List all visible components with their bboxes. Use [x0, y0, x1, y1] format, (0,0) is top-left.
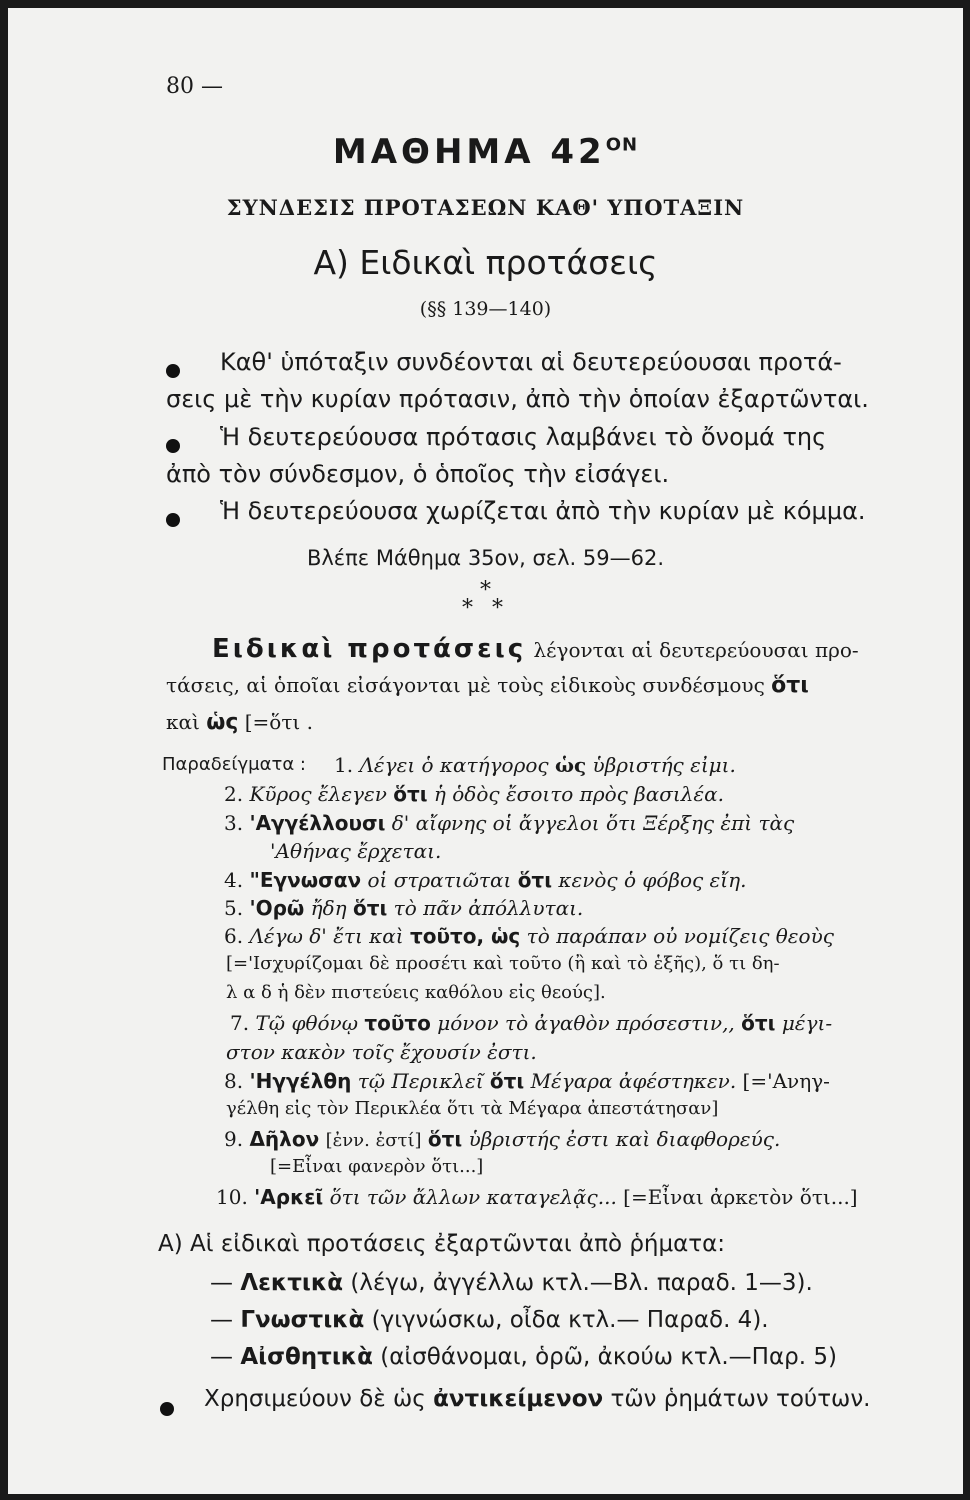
summary-item-3: — Αἰσθητικὰ (αἰσθάνομαι, ὁρῶ, ἀκούω κτλ.—Παρ. 5) [210, 1344, 837, 1370]
definition-line-2: τάσεις, αἱ ὁποῖαι εἰσάγονται μὲ τοὺς εἰδικοὺς συνδέσμους ὅτι [166, 673, 809, 698]
lesson-title: ΜΑΘΗΜΑ $42^{ON}$ [332, 132, 639, 172]
bullet-1-line-1: Καθ' ὑπόταξιν συνδέονται αἱ δευτερεύουσαι προτά- [220, 348, 842, 376]
bullet-2-line-1: Ἡ δευτερεύουσα πρότασις λαμβάνει τὸ ὄνομά της [220, 423, 827, 451]
example-6-continuation-1: [='Ισχυρίζομαι δὲ προσέτι καὶ τοῦτο (ἢ καὶ τὸ ἑξῆς), ὅ τι δη- [226, 953, 780, 974]
summary-intro: Α) Αἱ εἰδικαὶ προτάσεις ἐξαρτῶνται ἀπὸ ῥήματα: [158, 1231, 726, 1257]
example-6: 6. Λέγω δ' ἔτι καὶ τοῦτο, ὡς τὸ παράπαν οὐ νομίζεις θεοὺς [224, 924, 834, 948]
example-9-continuation: [=Εἶναι φανερὸν ὅτι...] [270, 1156, 484, 1177]
asterism-top: * [480, 578, 491, 603]
summary-item-1: — Λεκτικὰ (λέγω, ἀγγέλλω κτλ.—Βλ. παραδ. 1—3). [210, 1270, 813, 1296]
example-8-continuation: γέλθη εἰς τὸν Περικλέα ὅτι τὰ Μέγαρα ἀπεστάτησαν] [226, 1098, 719, 1119]
example-5: 5. 'Ορῶ ἤδη ὅτι τὸ πᾶν ἀπόλλυται. [224, 896, 584, 920]
bullet-3-line-1: Ἡ δευτερεύουσα χωρίζεται ἀπὸ τὴν κυρίαν μὲ κόμμα. [220, 497, 866, 525]
examples-label: Παραδείγματα : [162, 754, 306, 775]
page-number: 80 — [166, 74, 223, 99]
example-1: 1. Λέγει ὁ κατήγορος ὡς ὑβριστής εἰμι. [334, 753, 736, 777]
example-3-continuation: 'Αθήνας ἔρχεται. [270, 839, 442, 863]
example-4: 4. "Εγνωσαν οἱ στρατιῶται ὅτι κενὸς ὁ φόβος εἴη. [224, 868, 747, 892]
example-2: 2. Κῦρος ἔλεγεν ὅτι ἡ ὁδὸς ἔσοιτο πρὸς βασιλέα. [224, 782, 725, 806]
example-7-continuation: στον κακὸν τοῖς ἔχουσίν ἐστι. [226, 1040, 537, 1064]
book-page [8, 8, 963, 1494]
example-9: 9. Δῆλον [ἐνν. ἐστί] ὅτι ὑβριστής ἐστι καὶ διαφθορεύς. [224, 1127, 781, 1151]
bullet-icon [166, 364, 180, 378]
bullet-2-line-2: ἀπὸ τὸν σύνδεσμον, ὁ ὁποῖος τὴν εἰσάγει. [166, 460, 670, 488]
definition-line-1: Ειδικαὶ προτάσεις λέγονται αἱ δευτερεύουσαι προ- [212, 634, 859, 664]
summary-item-2: — Γνωστικὰ (γιγνώσκω, οἶδα κτλ.— Παραδ. 4). [210, 1307, 769, 1333]
bullet-icon [166, 439, 180, 453]
bullet-icon [166, 513, 180, 527]
example-3: 3. 'Αγγέλλουσι δ' αἴφνης οἱ ἄγγελοι ὅτι Ξέρξης ἐπὶ τὰς [224, 811, 795, 835]
example-10: 10. 'Αρκεῖ ὅτι τῶν ἄλλων καταγελᾷς... [=Εἶναι ἀρκετὸν ὅτι...] [216, 1185, 858, 1209]
example-8: 8. 'Ηγγέλθη τῷ Περικλεῖ ὅτι Μέγαρα ἀφέστηκεν. [='Ανηγ- [224, 1069, 830, 1093]
definition-term: Ειδικαὶ προτάσεις [212, 634, 527, 664]
section-heading: Α) Ειδικαὶ προτάσεις [313, 243, 658, 282]
final-statement: Χρησιμεύουν δὲ ὡς ἀντικείμενον τῶν ῥημάτων τούτων. [204, 1386, 871, 1412]
section-references: (§§ 139—140) [419, 298, 552, 320]
example-7: 7. Τῷ φθόνῳ τοῦτο μόνον τὸ ἀγαθὸν πρόσεστιν,, ὅτι μέγι- [230, 1011, 833, 1035]
see-also-note: Βλέπε Μάθημα 35ον, σελ. 59—62. [306, 546, 665, 570]
asterism-bottom: * * [462, 596, 509, 621]
subtitle: ΣΥΝΔΕΣΙΣ ΠΡΟΤΑΣΕΩΝ ΚΑΘ' ΥΠΟΤΑΞΙΝ [226, 195, 745, 220]
bullet-1-line-2: σεις μὲ τὴν κυρίαν πρότασιν, ἀπὸ τὴν ὁποίαν ἐξαρτῶνται. [166, 385, 869, 413]
bullet-icon [160, 1402, 174, 1416]
definition-line-3: καὶ ὡς [=ὅτι . [166, 710, 313, 735]
example-6-continuation-2: λ α δ ἡ δὲν πιστεύεις καθόλου εἰς θεούς]. [226, 982, 606, 1003]
